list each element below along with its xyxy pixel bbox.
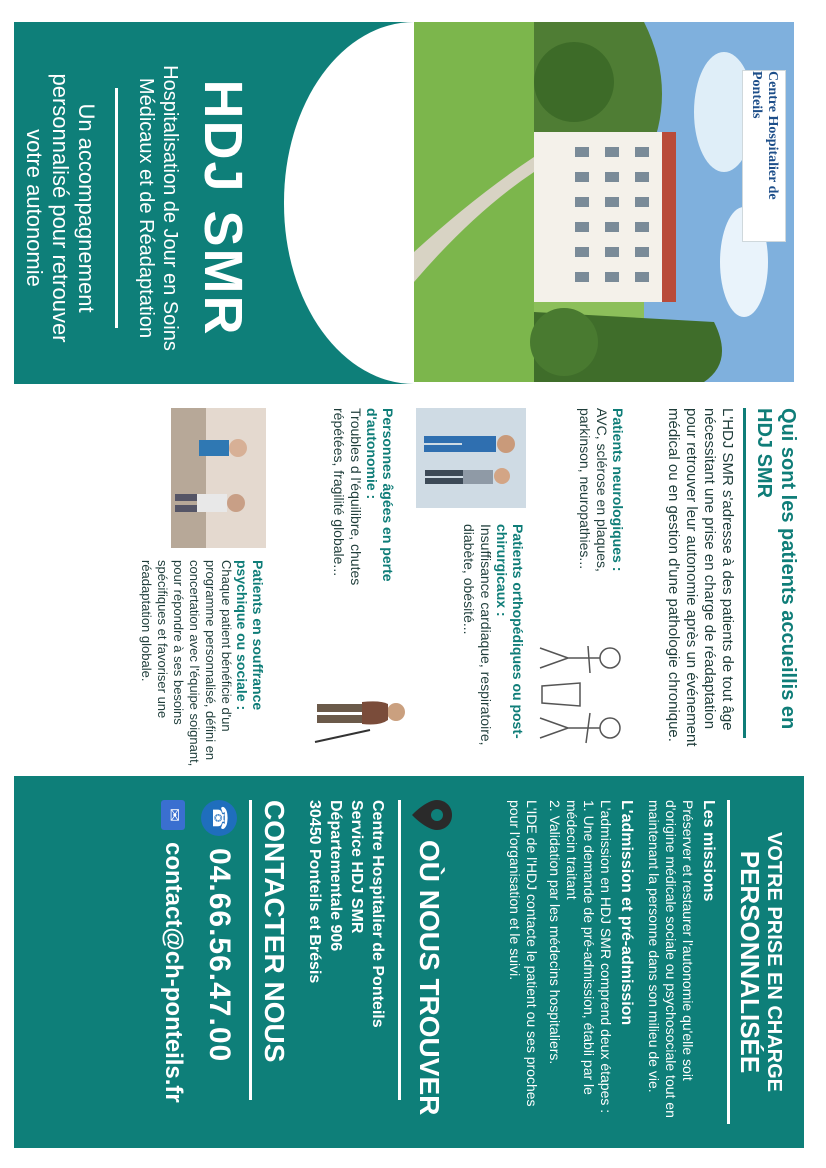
patients-heading: Qui sont les patients accueillis en HDJ SMR [753, 408, 799, 730]
cover-title: HDJ SMR [193, 79, 253, 337]
location-pin-icon [407, 800, 452, 830]
photo-elderly-care [171, 408, 266, 548]
list-item [138, 560, 266, 770]
missions-text: Préserver et restaurer l'autonomie qu'elle soit d'origine médicale sociale ou psychosociale tout en maintenant la personne dans son milieu de vie. [646, 800, 696, 1118]
illustration-elderly-man [310, 642, 410, 772]
patients-panel [0, 384, 826, 776]
find-heading: OÙ NOUS TROUVER [414, 840, 446, 1116]
cover-tagline: Un accompagnement personnalisé pour retrouver votre autonomie [22, 73, 99, 343]
address-line: Centre Hospitalier de Ponteils [369, 800, 386, 1028]
category-text: Chaque patient bénéficie d'un programme personnalisé, défini en concertation avec l'équipe soignant, pour répondre à ses besoins spécifiques et favoriser une réadaptation globale. [139, 560, 234, 767]
admission-note: L'IDE de l'HDJ contacte le patient ou ses proches pour l'organisation et le suivi. [507, 800, 540, 1107]
patients-divider [743, 408, 746, 738]
admission-step: 2. Validation par les médecins hospitaliers. [547, 800, 563, 1065]
email-link[interactable]: contact@ch-ponteils.fr [160, 842, 187, 1103]
category-title: Patients neurologiques : [610, 408, 626, 572]
patients-intro: L'HDJ SMR s'adresse à des patients de tout âge nécessitant une prise en charge de réadaptation pour retrouver leur autonomie après un événement médical ou en gestion d'une pathologie chronique. [665, 408, 736, 747]
list-item [576, 408, 626, 618]
category-title: Patients en souffrance psychique ou sociale : [234, 560, 266, 711]
category-text: Insuffisance cardiaque, respiratoire, diabète, obésité... [461, 524, 494, 746]
admission-step: 1. Une demande de pré-admission, établi par le médecin traitant [564, 800, 597, 1095]
cover-header [14, 22, 414, 384]
missions-heading: Les missions [700, 800, 717, 902]
address-line: 30450 Ponteils et Brésis [306, 800, 323, 984]
cover-panel [0, 0, 826, 384]
hospital-logo: Centre Hospitalier de Ponteils [742, 70, 786, 242]
category-title: Patients orthopédiques ou post-chirurgicaux : [494, 524, 526, 739]
contact-divider [249, 800, 252, 1100]
mail-icon: ✉ [161, 800, 185, 830]
list-item [460, 524, 526, 764]
hospital-photo [414, 22, 794, 382]
category-text: Troubles d l'équilibre, chutes répétées, fragilité globale... [331, 408, 364, 586]
cover-divider [115, 88, 118, 328]
list-item [330, 408, 396, 628]
phone-number[interactable]: 04.66.56.47.00 [203, 848, 236, 1063]
photo-rehab [416, 408, 526, 508]
care-title: VOTRE PRISE EN CHARGE PERSONNALISÉE [735, 831, 785, 1093]
category-title: Personnes âgées en perte d'autonomie : [364, 408, 396, 582]
find-divider [398, 800, 401, 1100]
address-line: Départementale 906 [327, 800, 344, 952]
cover-subtitle: Hospitalisation de Jour en Soins Médicaux et de Réadaptation [135, 65, 181, 351]
info-panel [14, 776, 804, 1148]
category-text: AVC, sclérose en plaques, parkinson, neuropathies... [577, 408, 610, 572]
admission-heading: L'admission et pré-admission [618, 800, 635, 1026]
illustration-caregivers [535, 628, 630, 768]
contact-heading: CONTACTER NOUS [259, 800, 290, 1063]
address-line: Service HDJ SMR [348, 800, 365, 934]
admission-intro: L'admission en HDJ SMR comprend deux étapes : [598, 800, 614, 1114]
care-divider [727, 800, 730, 1124]
phone-icon: ☎ [201, 800, 237, 836]
